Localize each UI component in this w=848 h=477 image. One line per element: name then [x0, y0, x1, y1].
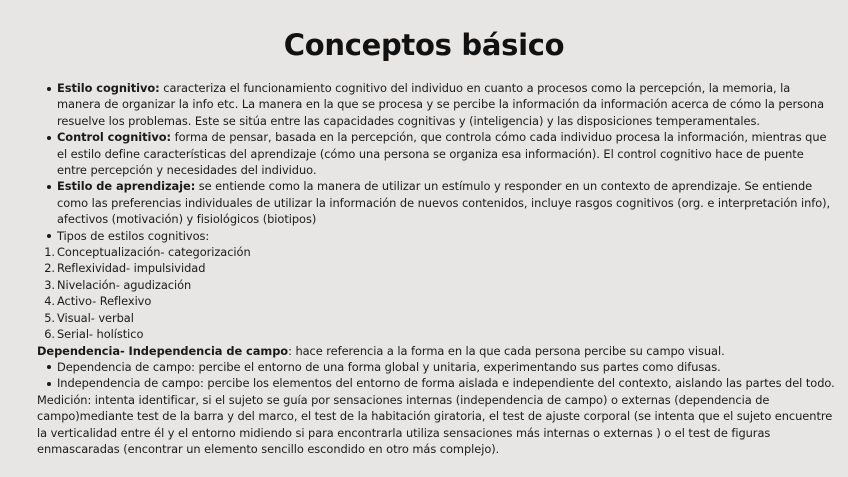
dependencia-paragraph	[37, 343, 837, 359]
term-dependencia: Dependencia- Independencia de campo	[37, 343, 289, 358]
definition-text: forma de pensar, basada en la percepción, que controla cómo cada individuo procesa la información, mientras que el estilo define características del aprendizaje (cómo una persona se organiza esa información). El control cognitivo hace de puente entre percepción y necesidades del individuo.	[57, 130, 827, 178]
slide-body	[37, 80, 837, 457]
list-item	[37, 129, 837, 178]
item-text: Nivelación- agudización	[57, 277, 192, 292]
item-text: Serial- holístico	[57, 327, 144, 342]
medicion-paragraph: Medición: intenta identificar, si el sujeto se guía por sensaciones internas (independencia de campo) o externas (dependencia de campo)mediante test de la barra y del marco, el test de la habitación giratoria, el test de ajuste corporal (se intenta que el sujeto encuentre la verticalidad entre él y el entorno midiendo si para encontrarla utiliza sensaciones más internas o externas ) o el test de figuras enmascaradas (encontrar un elemento sencillo escondido en otro más complejo).	[37, 392, 833, 456]
item-text: Conceptualización- categorización	[57, 245, 251, 260]
term-estilo-cognitivo: Estilo cognitivo:	[57, 81, 160, 95]
item-text: Dependencia de campo: percibe el entorno de una forma global y unitaria, experimentando sus partes como difusas.	[57, 359, 721, 374]
definition-text: caracteriza el funcionamiento cognitivo del individuo en cuanto a procesos como la percepción, la memoria, la manera de organizar la info etc. La manera en la que se procesa y se percibe la información da información acerca de cómo la persona resuelve los problemas. Este se sitúa entre las capacidades cognitivas y (inteligencia) y las disposiciones temperamentales.	[57, 81, 825, 128]
item-number: 5.	[44, 310, 55, 325]
numbered-item	[37, 310, 837, 326]
item-number: 4.	[44, 294, 55, 309]
list-item	[37, 80, 837, 129]
list-item	[37, 178, 837, 227]
term-control-cognitivo: Control cognitivo:	[57, 130, 172, 145]
numbered-item	[37, 277, 837, 293]
item-text: Independencia de campo: percibe los elementos del entorno de forma aislada e independiente del contexto, aislando las partes del todo.	[57, 376, 835, 391]
concepts-list	[37, 80, 837, 244]
item-number: 3.	[44, 277, 55, 292]
list-item	[37, 359, 837, 375]
list-item	[37, 228, 837, 244]
numbered-item	[37, 326, 837, 342]
numbered-item	[37, 244, 837, 260]
item-text: Reflexividad- impulsividad	[57, 261, 206, 276]
item-number: 1.	[44, 245, 55, 260]
slide-title: Conceptos básico	[283, 28, 565, 62]
list-item	[37, 375, 837, 391]
numbered-item	[37, 293, 837, 309]
definition-text: se entiende como la manera de utilizar un estímulo y responder en un contexto de aprendizaje. Se entiende como las preferencias individuales de utilizar la información de nuevos contenidos, incluye rasgos cognitivos (org. e interpretación info), afectivos (motivación) y fisiológicos (biotipos)	[57, 179, 831, 227]
item-number: 6.	[44, 327, 55, 342]
numbered-item	[37, 260, 837, 276]
item-text: Activo- Reflexivo	[57, 294, 152, 309]
item-text: Visual- verbal	[57, 310, 134, 325]
dependencia-list	[37, 359, 837, 392]
term-estilo-aprendizaje: Estilo de aprendizaje:	[57, 179, 196, 194]
tipos-heading: Tipos de estilos cognitivos:	[57, 228, 210, 243]
definition-text: : hace referencia a la forma en la que cada persona percibe su campo visual.	[288, 343, 725, 358]
item-number: 2.	[44, 261, 55, 276]
styles-numbered-list	[37, 244, 837, 342]
